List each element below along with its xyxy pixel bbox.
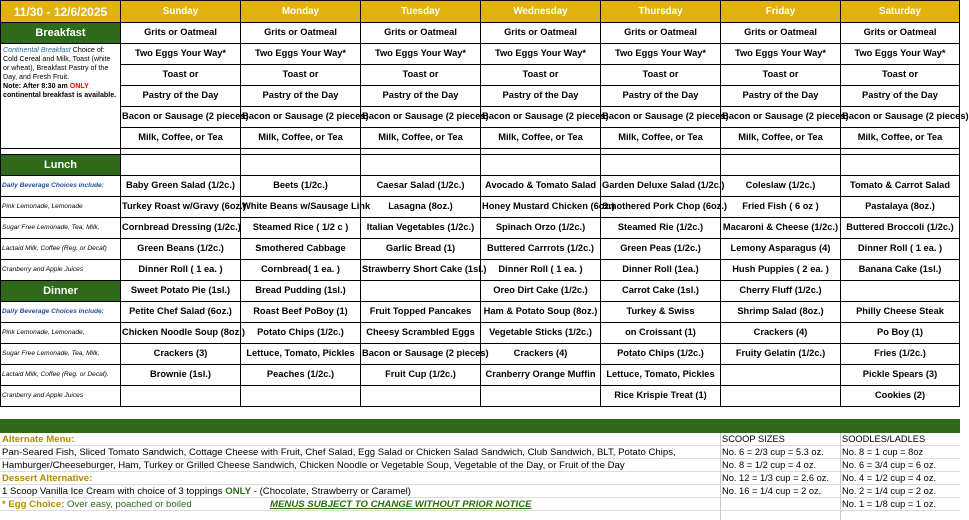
dinner-item: Turkey & Swiss	[601, 302, 721, 323]
dinner-item	[721, 365, 841, 386]
scoop-size-item: No. 8 = 1/2 cup = 4 oz.	[722, 460, 817, 470]
lunch-row	[1, 239, 960, 260]
empty-cell	[121, 155, 241, 176]
lunch-item: Pastalaya (8oz.)	[841, 197, 960, 218]
dinner-item: Petite Chef Salad (6oz.)	[121, 302, 241, 323]
ladle-column-divider	[840, 433, 841, 520]
breakfast-item: Two Eggs Your Way*	[481, 44, 601, 65]
continental-note-b: continental breakfast is available.	[3, 91, 117, 100]
breakfast-row	[1, 107, 960, 128]
breakfast-item: Toast or	[241, 65, 361, 86]
lunch-item: Buttered Broccoli (1/2c.)	[841, 218, 960, 239]
lunch-item: Dinner Roll ( 1 ea. )	[121, 260, 241, 281]
dinner-beverage-note: Cranberry and Apple Juices	[1, 386, 121, 407]
lunch-item: Dinner Roll ( 1 ea. )	[841, 239, 960, 260]
breakfast-item: Bacon or Sausage (2 pieces)	[841, 107, 960, 128]
egg-choice-text: Over easy, poached or boiled	[64, 499, 192, 510]
dinner-item: Cookies (2)	[841, 386, 960, 407]
lunch-row	[1, 260, 960, 281]
dessert-alternative-title: Dessert Alternative:	[2, 473, 93, 484]
alternate-menu-title: Alternate Menu:	[2, 434, 75, 445]
breakfast-item: Two Eggs Your Way*	[721, 44, 841, 65]
breakfast-row	[1, 23, 960, 44]
continental-note-a: Note: After 8:30 am	[3, 82, 70, 91]
empty-cell	[241, 155, 361, 176]
empty-cell	[481, 155, 601, 176]
dinner-item: Potato Chips (1/2c.)	[601, 344, 721, 365]
dinner-item: Pickle Spears (3)	[841, 365, 960, 386]
day-header-row	[1, 1, 960, 23]
lunch-item: Sweet Potato Pie (1sl.)	[121, 281, 241, 302]
lunch-row	[1, 218, 960, 239]
dessert-text-b: - (Chocolate, Strawberry or Caramel)	[251, 486, 411, 497]
lunch-label-row	[1, 155, 960, 176]
dinner-item: Roast Beef PoBoy (1)	[241, 302, 361, 323]
ladle-sizes-title: SOODLES/LADLES	[842, 434, 926, 444]
dinner-item: Philly Cheese Steak	[841, 302, 960, 323]
breakfast-item: Toast or	[601, 65, 721, 86]
lunch-item: Cornbread( 1 ea. )	[241, 260, 361, 281]
dinner-item: Chicken Noodle Soup (8oz.)	[121, 323, 241, 344]
breakfast-item: Toast or	[481, 65, 601, 86]
scoop-sizes-title: SCOOP SIZES	[722, 434, 785, 444]
dinner-item: on Croissant (1)	[601, 323, 721, 344]
breakfast-item: Pastry of the Day	[241, 86, 361, 107]
dinner-item: Po Boy (1)	[841, 323, 960, 344]
lunch-item: Cherry Fluff (1/2c.)	[721, 281, 841, 302]
dinner-beverage-note: Daily Beverage Choices include:	[1, 302, 121, 323]
dinner-item: Bacon or Sausage (2 pieces)	[361, 344, 481, 365]
lunch-beverage-note: Cranberry and Apple Juices	[1, 260, 121, 281]
lunch-item: Honey Mustard Chicken (6oz.)	[481, 197, 601, 218]
day-header-saturday: Saturday	[841, 1, 960, 23]
day-header-wednesday: Wednesday	[481, 1, 601, 23]
breakfast-item: Milk, Coffee, or Tea	[841, 128, 960, 149]
breakfast-item: Toast or	[721, 65, 841, 86]
dinner-item: Cheesy Scrambled Eggs	[361, 323, 481, 344]
breakfast-item: Grits or Oatmeal	[841, 23, 960, 44]
dinner-row	[1, 386, 960, 407]
scoop-size-item: No. 12 = 1/3 cup = 2.6 oz.	[722, 473, 829, 483]
breakfast-item: Grits or Oatmeal	[721, 23, 841, 44]
lunch-item: Avocado & Tomato Salad	[481, 176, 601, 197]
breakfast-section-label: Breakfast	[1, 23, 121, 44]
alternate-menu-line-2: Hamburger/Cheeseburger, Ham, Turkey or Grilled Cheese Sandwich, Chicken Noodle or Vegetable Soup, Vegetable of the Day, or Fruit of the Day	[2, 460, 625, 471]
breakfast-item: Two Eggs Your Way*	[841, 44, 960, 65]
dinner-item	[241, 386, 361, 407]
dinner-item	[361, 386, 481, 407]
ladle-size-item: No. 2 = 1/4 cup = 2 oz.	[842, 486, 937, 496]
lunch-item	[361, 281, 481, 302]
breakfast-item: Bacon or Sausage (2 pieces)	[121, 107, 241, 128]
lunch-item: Hush Puppies ( 2 ea. )	[721, 260, 841, 281]
breakfast-item: Bacon or Sausage (2 pieces)	[241, 107, 361, 128]
breakfast-item: Pastry of the Day	[721, 86, 841, 107]
empty-cell	[361, 155, 481, 176]
dinner-item: Lettuce, Tomato, Pickles	[241, 344, 361, 365]
breakfast-item: Toast or	[121, 65, 241, 86]
breakfast-item: Pastry of the Day	[601, 86, 721, 107]
breakfast-item: Bacon or Sausage (2 pieces)	[721, 107, 841, 128]
lunch-item: Steamed Rie (1/2c.)	[601, 218, 721, 239]
breakfast-item: Bacon or Sausage (2 pieces)	[481, 107, 601, 128]
dinner-beverage-note: Pink Lemonade, Lemonade,	[1, 323, 121, 344]
dinner-item: Vegetable Sticks (1/2c.)	[481, 323, 601, 344]
dinner-item: Brownie (1sl.)	[121, 365, 241, 386]
lunch-item: Smothered Pork Chop (6oz.)	[601, 197, 721, 218]
lunch-item: Macaroni & Cheese (1/2c.)	[721, 218, 841, 239]
breakfast-item: Bacon or Sausage (2 pieces)	[601, 107, 721, 128]
lunch-item: Dinner Roll (1ea.)	[601, 260, 721, 281]
lunch-item: Smothered Cabbage	[241, 239, 361, 260]
dinner-row	[1, 323, 960, 344]
lunch-item: Caesar Salad (1/2c.)	[361, 176, 481, 197]
lunch-beverage-note: Daily Beverage Choices include:	[1, 176, 121, 197]
dinner-item: Cranberry Orange Muffin	[481, 365, 601, 386]
lunch-item: Dinner Roll ( 1 ea. )	[481, 260, 601, 281]
scoop-size-item: No. 16 = 1/4 cup = 2 oz.	[722, 486, 822, 496]
lunch-item: Green Beans (1/2c.)	[121, 239, 241, 260]
breakfast-item: Milk, Coffee, or Tea	[361, 128, 481, 149]
dinner-item: Fruit Topped Pancakes	[361, 302, 481, 323]
lunch-item: Coleslaw (1/2c.)	[721, 176, 841, 197]
dinner-row	[1, 302, 960, 323]
dinner-item: Potato Chips (1/2c.)	[241, 323, 361, 344]
lunch-item: Fried Fish ( 6 oz )	[721, 197, 841, 218]
dinner-row	[1, 344, 960, 365]
lunch-item: Garlic Bread (1)	[361, 239, 481, 260]
lunch-item: Turkey Roast w/Gravy (6oz.)	[121, 197, 241, 218]
dinner-row	[1, 365, 960, 386]
day-header-thursday: Thursday	[601, 1, 721, 23]
breakfast-item: Pastry of the Day	[361, 86, 481, 107]
dinner-item: Crackers (3)	[121, 344, 241, 365]
dessert-only-emphasis: ONLY	[225, 486, 252, 497]
alternate-menu-line-1: Pan-Seared Fish, Sliced Tomato Sandwich, Cottage Cheese with Fruit, Chef Salad, Egg Salad or Chicken Salad Sandwich, Club Sandwich, BLT, Potato Chips,	[2, 447, 676, 458]
dinner-item: Crackers (4)	[721, 323, 841, 344]
lunch-section-label: Lunch	[1, 155, 121, 176]
lunch-item: Strawberry Short Cake (1sl.)	[361, 260, 481, 281]
lunch-row	[1, 281, 960, 302]
lunch-item: Garden Deluxe Salad (1/2c.)	[601, 176, 721, 197]
scoop-column-divider	[720, 433, 721, 520]
lunch-item	[841, 281, 960, 302]
day-header-friday: Friday	[721, 1, 841, 23]
alternate-menu-section	[0, 433, 960, 520]
lunch-beverage-note: Sugar Free Lemonade, Tea, Milk,	[1, 218, 121, 239]
lunch-item: Green Peas (1/2c.)	[601, 239, 721, 260]
breakfast-item: Bacon or Sausage (2 pieces)	[361, 107, 481, 128]
breakfast-item: Milk, Coffee, or Tea	[481, 128, 601, 149]
dinner-item	[481, 386, 601, 407]
dinner-item	[721, 386, 841, 407]
lunch-item: Buttered Carrrots (1/2c.)	[481, 239, 601, 260]
ladle-size-item: No. 4 = 1/2 cup = 4 oz.	[842, 473, 937, 483]
lunch-item: Tomato & Carrot Salad	[841, 176, 960, 197]
egg-choice-label: * Egg Choice:	[2, 499, 65, 510]
menu-change-notice: MENUS SUBJECT TO CHANGE WITHOUT PRIOR NOTICE	[270, 499, 532, 510]
breakfast-item: Pastry of the Day	[121, 86, 241, 107]
lunch-item: Cornbread Dressing (1/2c.)	[121, 218, 241, 239]
lunch-item: Bread Pudding (1sl.)	[241, 281, 361, 302]
dinner-item: Rice Krispie Treat (1)	[601, 386, 721, 407]
lunch-beverage-note: Pink Lemonade, Lemonade	[1, 197, 121, 218]
lunch-item: Baby Green Salad (1/2c.)	[121, 176, 241, 197]
breakfast-item: Milk, Coffee, or Tea	[241, 128, 361, 149]
breakfast-item: Grits or Oatmeal	[121, 23, 241, 44]
lunch-item: Steamed Rice ( 1/2 c )	[241, 218, 361, 239]
dinner-item: Shrimp Salad (8oz.)	[721, 302, 841, 323]
lunch-item: Lemony Asparagus (4)	[721, 239, 841, 260]
breakfast-item: Pastry of the Day	[841, 86, 960, 107]
breakfast-item: Milk, Coffee, or Tea	[601, 128, 721, 149]
day-header-sunday: Sunday	[121, 1, 241, 23]
empty-cell	[721, 155, 841, 176]
dinner-beverage-note: Lactaid Milk, Coffee (Reg. or Decaf).	[1, 365, 121, 386]
breakfast-item: Two Eggs Your Way*	[121, 44, 241, 65]
dinner-section-label: Dinner	[1, 281, 121, 302]
lunch-item: Italian Vegetables (1/2c.)	[361, 218, 481, 239]
dessert-text-a: 1 Scoop Vanilla Ice Cream with choice of 3 toppings	[2, 486, 226, 497]
breakfast-row	[1, 86, 960, 107]
dinner-item: Lettuce, Tomato, Pickles	[601, 365, 721, 386]
week-range-label: 11/30 - 12/6/2025	[1, 1, 121, 23]
breakfast-item: Toast or	[361, 65, 481, 86]
breakfast-item: Pastry of the Day	[481, 86, 601, 107]
dinner-item: Peaches (1/2c.)	[241, 365, 361, 386]
lunch-item: Oreo Dirt Cake (1/2c.)	[481, 281, 601, 302]
lunch-beverage-note: Lactaid Milk, Coffee (Reg. or Decaf)	[1, 239, 121, 260]
ladle-size-item: No. 6 = 3/4 cup = 6 oz.	[842, 460, 937, 470]
continental-body: Choice of: Cold Cereal and Milk, Toast (white or wheat), Breakfast Pastry of the Day, and Fresh Fruit.	[3, 46, 111, 82]
continental-breakfast-desc	[1, 44, 121, 149]
dessert-alternative-text	[2, 486, 411, 497]
breakfast-item: Two Eggs Your Way*	[241, 44, 361, 65]
scoop-size-item: No. 6 = 2/3 cup = 5.3 oz.	[722, 447, 824, 457]
lunch-item: Carrot Cake (1sl.)	[601, 281, 721, 302]
lunch-item: White Beans w/Sausage Link	[241, 197, 361, 218]
dinner-item	[121, 386, 241, 407]
continental-title: Continental Breakfast	[3, 46, 71, 54]
dinner-item: Fruit Cup (1/2c.)	[361, 365, 481, 386]
dinner-item: Crackers (4)	[481, 344, 601, 365]
lunch-item: Banana Cake (1sl.)	[841, 260, 960, 281]
egg-choice-note	[2, 499, 192, 510]
dinner-item: Ham & Potato Soup (8oz.)	[481, 302, 601, 323]
lunch-row	[1, 197, 960, 218]
ladle-size-item: No. 8 = 1 cup = 8oz	[842, 447, 924, 457]
breakfast-item: Grits or Oatmeal	[481, 23, 601, 44]
breakfast-row	[1, 44, 960, 65]
breakfast-item: Milk, Coffee, or Tea	[121, 128, 241, 149]
ladle-size-item: No. 1 = 1/8 cup = 1 oz.	[842, 499, 937, 509]
breakfast-item: Grits or Oatmeal	[361, 23, 481, 44]
breakfast-item: Toast or	[841, 65, 960, 86]
breakfast-item: Two Eggs Your Way*	[601, 44, 721, 65]
dinner-item: Fruity Gelatin (1/2c.)	[721, 344, 841, 365]
continental-note-only: ONLY	[69, 82, 89, 91]
lunch-row	[1, 176, 960, 197]
day-header-monday: Monday	[241, 1, 361, 23]
dinner-item: Fries (1/2c.)	[841, 344, 960, 365]
day-header-tuesday: Tuesday	[361, 1, 481, 23]
section-divider-bar	[0, 419, 960, 433]
breakfast-item: Grits or Oatmeal	[601, 23, 721, 44]
lunch-item: Spinach Orzo (1/2c.)	[481, 218, 601, 239]
lunch-item: Lasagna (8oz.)	[361, 197, 481, 218]
breakfast-item: Milk, Coffee, or Tea	[721, 128, 841, 149]
lunch-item: Beets (1/2c.)	[241, 176, 361, 197]
breakfast-item: Grits or Oatmeal	[241, 23, 361, 44]
empty-cell	[841, 155, 960, 176]
breakfast-item: Two Eggs Your Way*	[361, 44, 481, 65]
breakfast-row	[1, 65, 960, 86]
breakfast-row	[1, 128, 960, 149]
empty-cell	[601, 155, 721, 176]
dinner-beverage-note: Sugar Free Lemonade, Tea, Milk,	[1, 344, 121, 365]
